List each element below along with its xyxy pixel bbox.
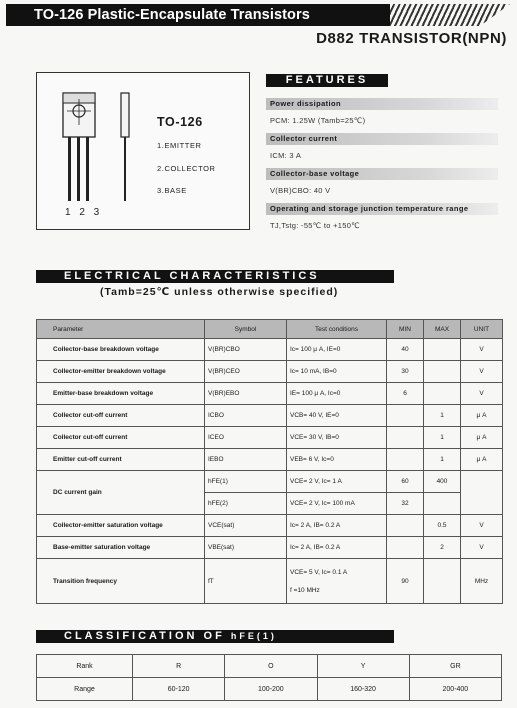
cell-unit: MHz xyxy=(461,559,503,604)
rank-cell: GR xyxy=(409,655,501,678)
cell-min: 32 xyxy=(387,493,424,515)
cell-parameter: Collector-emitter saturation voltage xyxy=(37,515,205,537)
cell-test xyxy=(287,559,387,604)
cell-max: 400 xyxy=(424,471,461,493)
cell-parameter: DC current gain xyxy=(37,471,205,515)
electrical-subtitle: (Tamb=25℃ unless otherwise specified) xyxy=(100,286,339,298)
table-row xyxy=(37,383,503,405)
package-name: TO-126 xyxy=(157,115,203,129)
cell-parameter: Emitter cut-off current xyxy=(37,449,205,471)
table-row xyxy=(37,449,503,471)
col-min: MIN xyxy=(387,320,424,339)
rank-label: Rank xyxy=(37,655,133,678)
cell-unit: V xyxy=(461,537,503,559)
cell-symbol: VCE(sat) xyxy=(205,515,287,537)
cell-max: 1 xyxy=(424,405,461,427)
cell-max: 1 xyxy=(424,449,461,471)
rank-cell: R xyxy=(133,655,225,678)
col-parameter: Parameter xyxy=(37,320,205,339)
range-cell: 200-400 xyxy=(409,678,501,701)
cell-min xyxy=(387,405,424,427)
cell-test: Ic= 10 mA, IB=0 xyxy=(287,361,387,383)
range-cell: 100-200 xyxy=(225,678,317,701)
table-row xyxy=(37,537,503,559)
range-label: Range xyxy=(37,678,133,701)
feature-heading: Collector-base voltage xyxy=(266,168,498,180)
table-header-row xyxy=(37,320,503,339)
cell-symbol: ICEO xyxy=(205,427,287,449)
range-cell: 60-120 xyxy=(133,678,225,701)
cell-min xyxy=(387,515,424,537)
classification-table xyxy=(36,654,502,701)
table-row xyxy=(37,405,503,427)
feature-heading: Power dissipation xyxy=(266,98,498,110)
range-row xyxy=(37,678,502,701)
cell-test: VEB= 6 V, Ic=0 xyxy=(287,449,387,471)
cell-symbol: V(BR)CEO xyxy=(205,361,287,383)
cell-min: 90 xyxy=(387,559,424,604)
cell-unit xyxy=(461,471,503,515)
feature-heading: Operating and storage junction temperature range xyxy=(266,203,498,215)
cell-parameter: Transition frequency xyxy=(37,559,205,604)
test-line-2: f =10 MHz xyxy=(290,586,320,594)
col-test-conditions: Test conditions xyxy=(287,320,387,339)
electrical-title: ELECTRICAL CHARACTERISTICS xyxy=(36,270,394,283)
cell-max xyxy=(424,383,461,405)
pin-1-label: 1.EMITTER xyxy=(157,141,202,150)
cell-unit: V xyxy=(461,339,503,361)
rank-cell: O xyxy=(225,655,317,678)
cell-unit: V xyxy=(461,361,503,383)
part-title: D882 TRANSISTOR(NPN) xyxy=(316,30,507,47)
cell-min xyxy=(387,449,424,471)
header-banner: TO-126 Plastic-Encapsulate Transistors xyxy=(6,4,390,26)
col-max: MAX xyxy=(424,320,461,339)
table-row xyxy=(37,515,503,537)
col-symbol: Symbol xyxy=(205,320,287,339)
classification-title-hfe: hFE(1) xyxy=(230,631,277,641)
cell-symbol: V(BR)EBO xyxy=(205,383,287,405)
package-drawing xyxy=(36,72,250,230)
cell-parameter: Collector cut-off current xyxy=(37,427,205,449)
rank-cell: Y xyxy=(317,655,409,678)
table-row xyxy=(37,559,503,604)
table-row xyxy=(37,361,503,383)
cell-test: Ic= 2 A, IB= 0.2 A xyxy=(287,515,387,537)
cell-symbol: VBE(sat) xyxy=(205,537,287,559)
cell-symbol: fT xyxy=(205,559,287,604)
range-cell: 160-320 xyxy=(317,678,409,701)
cell-max: 0.5 xyxy=(424,515,461,537)
cell-parameter: Collector-emitter breakdown voltage xyxy=(37,361,205,383)
cell-min: 6 xyxy=(387,383,424,405)
cell-max xyxy=(424,559,461,604)
table-row xyxy=(37,339,503,361)
classification-title xyxy=(36,630,394,643)
cell-max xyxy=(424,339,461,361)
feature-value: V(BR)CBO: 40 V xyxy=(270,186,331,195)
cell-test: VCB= 40 V, IE=0 xyxy=(287,405,387,427)
cell-symbol: V(BR)CBO xyxy=(205,339,287,361)
cell-parameter: Base-emitter saturation voltage xyxy=(37,537,205,559)
pin-3-label: 3.BASE xyxy=(157,186,187,195)
cell-min: 40 xyxy=(387,339,424,361)
pin-numbers: 1 2 3 xyxy=(65,207,103,218)
electrical-table xyxy=(36,319,503,604)
feature-value: TJ,Tstg: -55℃ to +150℃ xyxy=(270,221,360,230)
features-title: FEATURES xyxy=(266,74,388,87)
rank-row xyxy=(37,655,502,678)
table-row xyxy=(37,471,503,493)
table-row xyxy=(37,427,503,449)
col-unit: UNIT xyxy=(461,320,503,339)
cell-parameter: Collector-base breakdown voltage xyxy=(37,339,205,361)
cell-symbol: ICBO xyxy=(205,405,287,427)
cell-max xyxy=(424,493,461,515)
cell-max: 1 xyxy=(424,427,461,449)
cell-parameter: Collector cut-off current xyxy=(37,405,205,427)
feature-heading: Collector current xyxy=(266,133,498,145)
cell-min xyxy=(387,537,424,559)
cell-min: 30 xyxy=(387,361,424,383)
cell-unit: μ A xyxy=(461,427,503,449)
cell-test: IE= 100 μ A, Ic=0 xyxy=(287,383,387,405)
cell-test: VCE= 30 V, IB=0 xyxy=(287,427,387,449)
cell-unit: μ A xyxy=(461,405,503,427)
cell-symbol: hFE(1) xyxy=(205,471,287,493)
feature-value: ICM: 3 A xyxy=(270,151,302,160)
cell-unit: V xyxy=(461,383,503,405)
cell-max xyxy=(424,361,461,383)
classification-title-text: CLASSIFICATION OF xyxy=(64,630,231,642)
pin-2-label: 2.COLLECTOR xyxy=(157,164,216,173)
cell-test: Ic= 2 A, IB= 0.2 A xyxy=(287,537,387,559)
cell-min: 60 xyxy=(387,471,424,493)
cell-test: Ic= 100 μ A, IE=0 xyxy=(287,339,387,361)
test-line-1: VCE= 5 V, Ic= 0.1 A xyxy=(290,568,348,576)
cell-parameter: Emitter-base breakdown voltage xyxy=(37,383,205,405)
feature-value: PCM: 1.25W (Tamb=25℃) xyxy=(270,116,366,125)
cell-unit: μ A xyxy=(461,449,503,471)
cell-test: VCE= 2 V, Ic= 100 mA xyxy=(287,493,387,515)
cell-unit: V xyxy=(461,515,503,537)
cell-symbol: hFE(2) xyxy=(205,493,287,515)
cell-test: VCE= 2 V, Ic= 1 A xyxy=(287,471,387,493)
cell-max: 2 xyxy=(424,537,461,559)
cell-min xyxy=(387,427,424,449)
cell-symbol: IEBO xyxy=(205,449,287,471)
